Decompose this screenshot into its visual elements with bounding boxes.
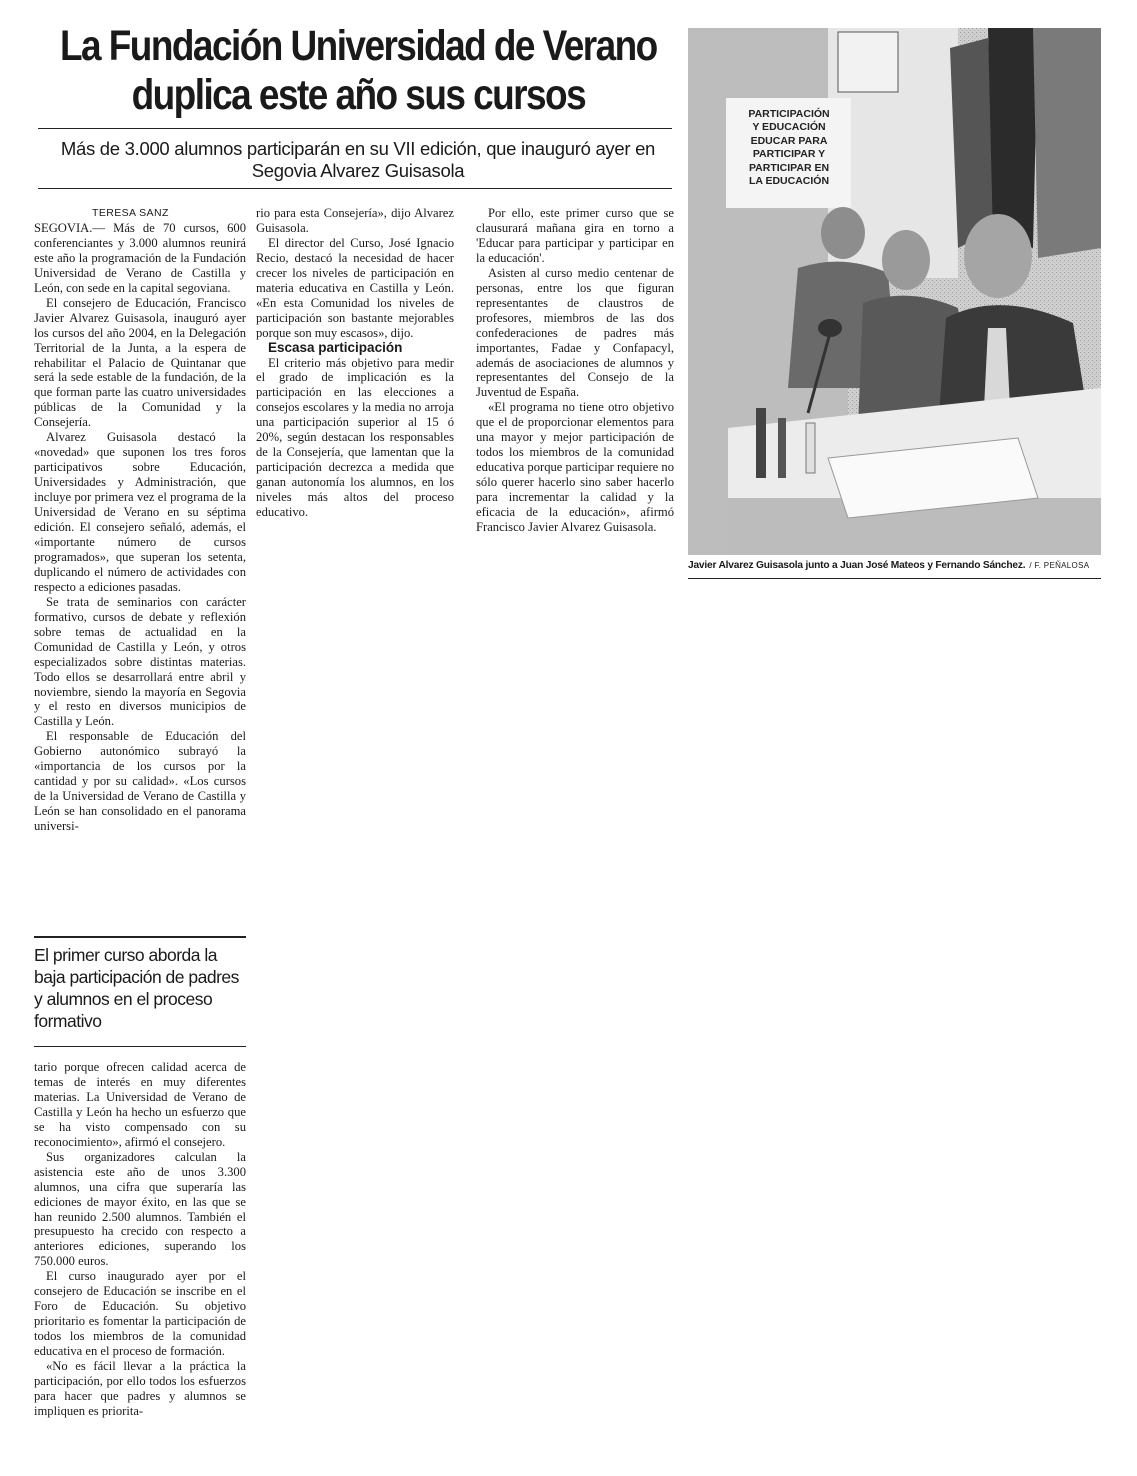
news-photo [688,28,1101,555]
subheadline-rule [38,188,672,189]
banner-line: PARTICIPACIÓN [748,108,830,120]
caption-rule [688,578,1101,579]
column-3-body [476,206,674,535]
headline-rule [38,128,672,129]
paragraph: El curso inaugurado ayer por el consejero de Educación se inscribe en el Foro de Educación. Su objetivo prioritario es fomentar la participación de todos los miembros de la comunidad educativa en el proceso de formación. [34,1269,246,1359]
caption-text: Javier Alvarez Guisasola junto a Juan José Mateos y Fernando Sánchez. [688,560,1026,571]
column-1-body [34,221,246,834]
paragraph: El director del Curso, José Ignacio Recio, destacó la necesidad de hacer crecer los niveles de participación en materia educativa en Castilla y León. «En esta Comunidad los niveles de participación son bastante mejorables porque son muy escasos», dijo. [256,235,454,340]
banner-line: PARTICIPAR EN [748,161,830,174]
banner-line: EDUCAR PARA [750,134,828,147]
banner-line: Y EDUCACIÓN [752,121,826,134]
article-column-1 [34,206,246,834]
section-title: Escasa participación [268,339,403,355]
pull-quote: El primer curso aborda la baja participación de padres y alumnos en el proceso formativo [34,936,246,1047]
headline: La Fundación Universidad de Verano duplica este año sus cursos [59,22,657,119]
photo-caption [688,560,1108,571]
paragraph: SEGOVIA.— Más de 70 cursos, 600 conferenciantes y 3.000 alumnos reunirá este año la programación de la Fundación Universidad de Verano de Castilla y León, con sede en la capital segoviana. [34,220,246,295]
banner-line: PARTICIPAR Y [752,148,826,161]
paragraph: «No es fácil llevar a la práctica la participación, por ello todos los esfuerzos para hacer que padres y alumnos se impliquen es priorita- [34,1359,246,1418]
paragraph: Se trata de seminarios con carácter formativo, cursos de debate y reflexión sobre temas de actualidad en la Comunidad de Castilla y León, y otros especializados sobre distintas materias. Todo ellos se desarrollará entre abril y noviembre, siendo la mayoría en Segovia y el resto en diversos municipios de Castilla y León. [34,594,246,729]
paragraph: El consejero de Educación, Francisco Javier Alvarez Guisasola, inauguró ayer los cursos del año 2004, en la Delegación Territorial de la Junta, a la espera de rehabilitar el Palacio de Quintanar que será la sede estable de la fundación, de la que forman parte las cuatro universidades públicas de la Comunidad y la Consejería. [34,295,246,430]
article-column-2 [256,206,454,520]
paragraph: Sus organizadores calculan la asistencia este año de unos 3.300 alumnos, una cifra que superaría las ediciones de mayor éxito, en las que se han reunido 2.500 alumnos. También el presupuesto ha crecido con respecto a anteriores ediciones, superando los 750.000 euros. [34,1149,246,1269]
column-2b-body [256,356,454,520]
photo-banner [728,108,850,188]
article-column-1-continued [34,1060,246,1419]
paragraph: El responsable de Educación del Gobierno autonómico subrayó la «importancia de los cursos por la cantidad y por su calidad». «Los cursos de la Universidad de Verano de Castilla y León se han consolidado en el panorama universi- [34,729,246,834]
paragraph: «El programa no tiene otro objetivo que el de proporcionar elementos para una mayor y mejor participación de todos los miembros de la comunidad educativa porque participar requiere no sólo querer hacerlo sino saber hacerlo para incrementar la calidad y la eficacia de la educación», afirmó Francisco Javier Alvarez Guisasola. [476,400,674,535]
paragraph: Asisten al curso medio centenar de personas, entre los que figuran representantes de claustros de profesores, miembros de las dos confederaciones de padres más importantes, Fadae y Confapacyl, además de asociaciones de alumnos y representantes del Consejo de la Juventud de España. [476,265,674,400]
byline: TERESA SANZ [92,207,169,219]
column-1b-body [34,1060,246,1419]
subheadline: Más de 3.000 alumnos participarán en su VII edición, que inauguró ayer en Segovia Alvarez Guisasola [60,138,656,181]
photo-credit: / F. PEÑALOSA [1029,561,1090,570]
banner-line: LA EDUCACIÓN [748,175,830,188]
paragraph: Alvarez Guisasola destacó la «novedad» que suponen los tres foros participativos sobre Educación, Universidades y Administración, que incluye por primera vez el programa de la Universidad de Verano en su séptima edición. El consejero señaló, además, el «importante número de cursos programados», que superan los setenta, duplicando el número de actividades con respecto a ediciones pasadas. [34,430,246,594]
paragraph: El criterio más objetivo para medir el grado de implicación es la participación en las elecciones a consejos escolares y la media no arroja una participación superior al 15 ó 20%, según destacan los responsables de la Consejería, que lamentan que la participación decrezca a medida que ganan autonomía los alumnos, en los niveles más altos del proceso educativo. [256,355,454,520]
paragraph: Por ello, este primer curso que se clausurará mañana gira en torno a 'Educar para participar y participar en la educación'. [476,206,674,265]
article-column-3 [476,206,674,535]
paragraph: rio para esta Consejería», dijo Alvarez Guisasola. [256,206,454,235]
column-2-body [256,206,454,341]
paragraph: tario porque ofrecen calidad acerca de temas de interés en muy diferentes materias. La Universidad de Verano de Castilla y León ha hecho un esfuerzo que se ha visto compensado con su reconocimiento», afirmó el consejero. [34,1060,246,1149]
